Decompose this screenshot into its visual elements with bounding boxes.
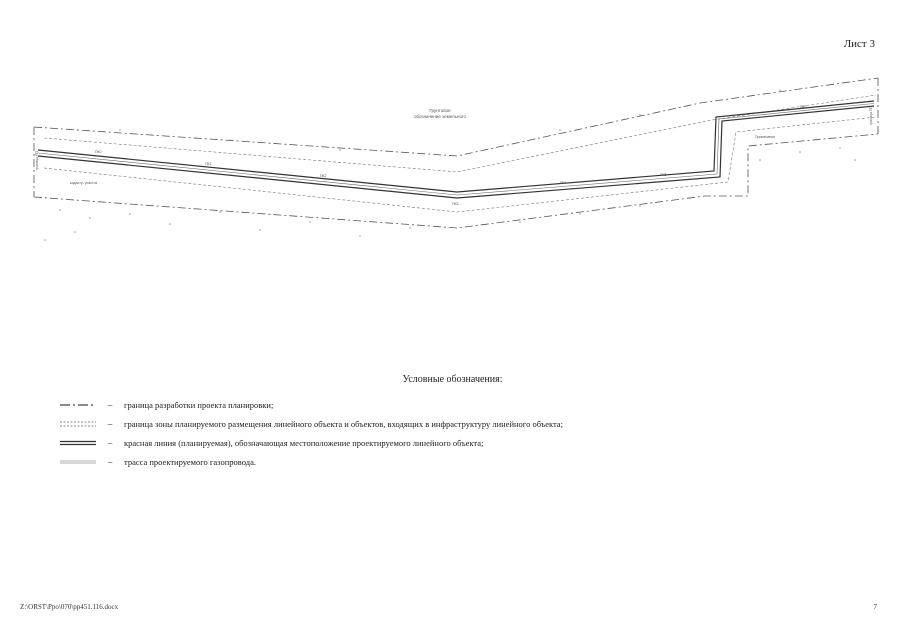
legend-item-planning-boundary bbox=[60, 398, 273, 412]
legend-text: граница разработки проекта планировки; bbox=[124, 400, 274, 410]
legend-item-red-line bbox=[60, 436, 483, 450]
placement-zone-symbol bbox=[60, 418, 96, 430]
legend-dash: – bbox=[107, 419, 113, 429]
chainage-label: ПК2 bbox=[320, 174, 327, 178]
chainage-label: ПК3 bbox=[452, 202, 459, 206]
chainage-label: ПК4 bbox=[560, 181, 567, 185]
plan-note-right: граница ПП bbox=[869, 105, 873, 125]
legend-item-placement-zone bbox=[60, 417, 563, 431]
plan-note-left-bottom: кадастр. участок bbox=[70, 181, 98, 185]
chainage-label: ПК6 bbox=[800, 105, 807, 109]
footer-file-path: Z:\ORST\Ppo\070\pp451.116.docx bbox=[20, 603, 119, 611]
sheet-label: Лист 3 bbox=[843, 38, 875, 50]
red-line-planned-lower bbox=[38, 106, 874, 198]
chainage-label: ПК1 bbox=[205, 162, 212, 166]
legend-dash: – bbox=[107, 400, 113, 410]
placement-zone-top bbox=[44, 95, 876, 172]
legend-text: граница зоны планируемого размещения линейного объекта и объектов, входящих в инфраструктуру линейного объекта; bbox=[124, 419, 563, 429]
footer-page-number: 7 bbox=[873, 603, 877, 611]
red-line-symbol bbox=[60, 437, 96, 449]
legend-item-gas-pipeline bbox=[60, 455, 256, 469]
planning-boundary-outer-bottom bbox=[34, 134, 878, 228]
legend-dash: – bbox=[107, 438, 113, 448]
legend-text: красная линия (планируемая), обозначающая местоположение проектируемого линейного объекта; bbox=[124, 438, 484, 448]
plan-note-right-small: Примечание bbox=[755, 135, 776, 139]
legend-dash: – bbox=[107, 457, 113, 467]
plan-annotation-line2: обозначение земельного bbox=[413, 114, 467, 119]
chainage-label: ПК0 bbox=[95, 150, 102, 154]
legend-text: трасса проектируемого газопровода. bbox=[124, 457, 256, 467]
legend-title: Условные обозначения: bbox=[402, 374, 503, 385]
plan-annotation-line1: Грунтовое bbox=[429, 108, 451, 113]
plan-note-left-top: граница ПП bbox=[35, 150, 39, 170]
planning-boundary-symbol bbox=[60, 399, 96, 411]
chainage-label: ПК5 bbox=[660, 173, 667, 177]
gas-pipeline-symbol bbox=[60, 456, 96, 468]
